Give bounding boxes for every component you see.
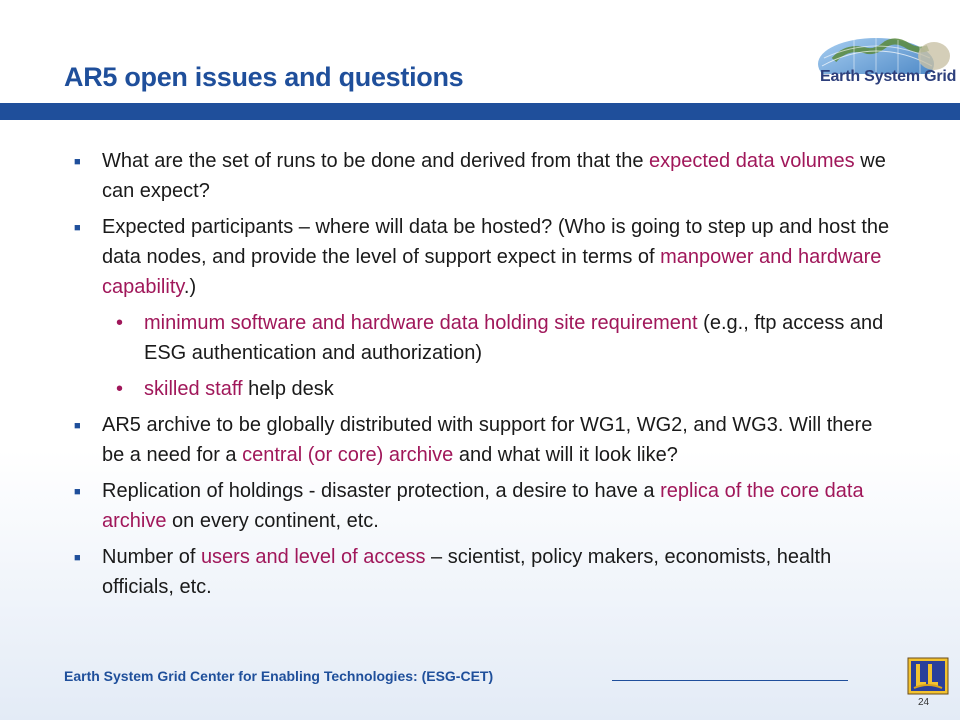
highlighted-text: expected data volumes — [649, 150, 855, 172]
bullet-text: Expected participants – where will data be hosted? (Who is going to step up and host the data nodes, and provide the level of support expect in terms of — [102, 216, 890, 268]
bullet-text: and what will it look like? — [453, 444, 678, 466]
highlighted-text: central (or core) archive — [242, 444, 454, 466]
highlighted-text: skilled staff — [144, 378, 243, 400]
square-bullet-icon: ■ — [74, 222, 81, 234]
square-bullet-icon: ■ — [74, 156, 81, 168]
bullet-item — [72, 476, 892, 536]
footer-line — [612, 680, 848, 681]
bullet-text: help desk — [242, 378, 334, 400]
page-number: 24 — [918, 697, 930, 708]
highlighted-text: replica of the core data archive — [102, 480, 864, 532]
square-bullet-icon: ■ — [74, 420, 81, 432]
logo-text: Earth System Grid — [820, 68, 957, 85]
highlighted-text: users and level of access — [200, 546, 426, 568]
bullet-item — [72, 212, 892, 302]
highlighted-text: minimum software and hardware data holding site requirement — [144, 312, 698, 334]
bullet-item — [72, 410, 892, 470]
bullet-text: (e.g., ftp access and ESG authentication and authorization) — [144, 312, 884, 364]
llnl-logo-icon — [906, 656, 950, 696]
square-bullet-icon: ■ — [74, 552, 81, 564]
slide-title: AR5 open issues and questions — [64, 62, 464, 92]
dot-bullet-icon: • — [116, 378, 124, 400]
bullet-text: on every continent, etc. — [166, 510, 379, 532]
bullet-item — [72, 146, 892, 206]
bullet-text: What are the set of runs to be done and derived from that the — [102, 150, 649, 172]
bullet-text: Number of — [102, 546, 201, 568]
footer-text: Earth System Grid Center for Enabling Technologies: (ESG-CET) — [64, 668, 494, 684]
bullet-text: AR5 archive to be globally distributed with support for WG1, WG2, and WG3. Will there be a need for a — [102, 414, 873, 466]
bullet-text: Replication of holdings - disaster protection, a desire to have a — [102, 480, 661, 502]
sub-bullet-item — [72, 308, 892, 368]
square-bullet-icon: ■ — [74, 486, 81, 498]
dot-bullet-icon: • — [116, 312, 124, 334]
bullet-list — [72, 146, 892, 608]
highlighted-text: manpower and hardware capability — [102, 246, 882, 298]
title-divider-bar — [0, 103, 960, 120]
bullet-text: we can expect? — [102, 150, 886, 202]
earth-system-grid-logo — [814, 30, 957, 100]
bullet-text: – scientist, policy makers, economists, health officials, etc. — [102, 546, 832, 598]
bullet-item — [72, 542, 892, 602]
sub-bullet-item — [72, 374, 892, 404]
bullet-text: .) — [183, 276, 197, 298]
